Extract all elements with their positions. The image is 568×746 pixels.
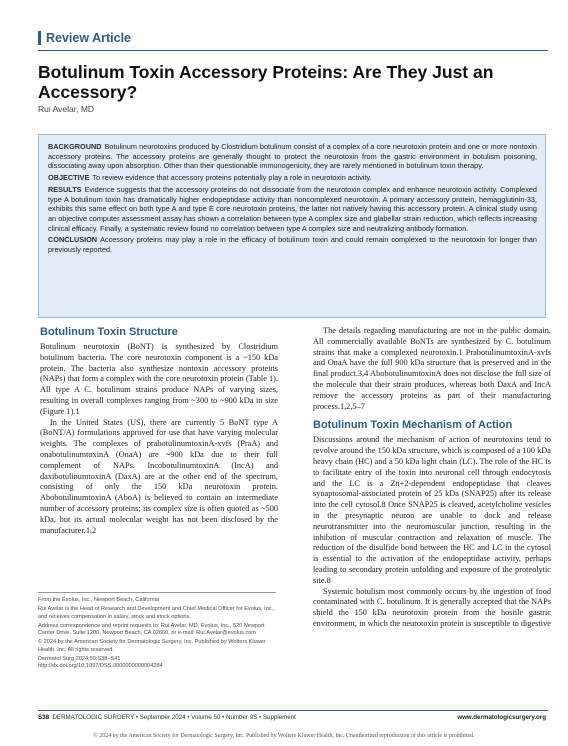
affiliation-line: Address correspondence and reprint requests to: Rui Avelar, MD, Evolus, Inc., 520 Newport Center Drive, Suite 1200, Newport Beach, CA 92660, or e-mail: Rui.Avelar@evolus.com xyxy=(38,622,265,637)
page-number: S38 xyxy=(38,714,50,721)
journal-url-link[interactable]: www.dermatologicsurgery.org xyxy=(457,714,546,721)
abstract-results-text: Evidence suggests that the accessory proteins do not dissociate from the neurotoxin complex and enhance neurotoxin activity. Complexed type A botulinum toxin has dramatically higher endopeptidase activity than noncomplexed neurotoxin. A primary accessory protein, hemagglutinin-33, exhibits this same effect on both type A and type E core neurotoxin proteins, the latter not natively having this accessory protein. A clinical study using an objective computer assessment assay has shown a correlation between type A complex size and glabellar strain reduction, which reflects increasing clinical efficacy. Finally, a systematic review found no correlation between type A complex size and neutralizing antibody formation. xyxy=(48,184,537,233)
copyright-notice: © 2024 by the American Society for Dermatologic Surgery, Inc. Published by Wolters Kluwer Health, Inc. Unauthorized reproduction of this article is prohibited. xyxy=(93,733,475,739)
left-paragraph-2: In the United States (US), there are currently 5 BoNT type A (BoNT/A) formulations approved for use that have varying molecular weights. The complexes of prabotulinumtoxinA-xvfs (PraA) and onabotulinumtoxinA (OnaA) are ~900 kDa due to their full complement of NAPs. IncobotulinumtoxinA (IncA) and daxibotulinumtoxinA (DaxA) are at the other end of the spectrum, consisting of only the 150 kDa neurotoxin protein. AbobotulinumtoxinA (AboA) is believed to contain an intermediate number of accessory proteins; its complex size is often quoted as ~500 kDa, but its actual molecular weight has not been disclosed by the manufacturer.1,2 xyxy=(40,417,278,535)
footer-journal xyxy=(38,714,296,721)
article-title: Botulinum Toxin Accessory Proteins: Are They Just an Accessory? xyxy=(38,62,494,102)
right-paragraph-1: The details regarding manufacturing are not in the public domain. All commercially available BoNTs are synthesized by C. botulinum strains that make a complexed neurotoxin.1 PrabotulinumtoxinA-xvfs and OnaA have the full 900 kDa structure that is preserved and in the final product.3,4 AbobotulinumtoxinA does not disclose the full size of the molecule that their strain produces, whereas both DaxA and IncA remove the accessory proteins as part of their manufacturing process.1,2,5–7 xyxy=(313,326,551,411)
abstract-conclusion xyxy=(48,235,537,254)
abstract-objective xyxy=(48,173,537,183)
section-heading-mechanism: Botulinum Toxin Mechanism of Action xyxy=(313,419,513,432)
affiliation-line: © 2024 by the American Society for Dermatologic Surgery, Inc. Published by Wolters Kluwer Health, Inc. All rights reserved. xyxy=(38,639,266,653)
right-paragraph-2: Discussions around the mechanism of action of neurotoxins tend to revolve around the 150 kDa structure, which is composed of a 100 kDa heavy chain (HC) and a 50 kDa light chain (LC). The role of the HC is to facilitate entry of the toxin into neuronal cell through endocytosis and the LC is a Zn+2-dependent endopeptidase that cleaves synaptosomal-associated protein of 25 kDa (SNAP25) after its release into the cell cytosol.8 Once SNAP25 is cleaved, acetylcholine vesicles in the presynaptic neuron are unable to dock and release neurotransmitter into the neuromuscular junction, resulting in the inhibition of muscular contraction and relaxation of muscle. The reduction of the disulfide bond between the HC and LC in the cytosol is essential to the activation of the endopeptidase activity, perhaps leading to secondary protein unfolding and exposure of the proteolytic site.8 xyxy=(313,435,551,585)
section-heading-structure: Botulinum Toxin Structure xyxy=(40,326,178,338)
affiliation-line: Rui Avelar is the Head of Research and Development and Chief Medical Officer for Evolus, Inc., and receives compensation in salary, stock and stock options. xyxy=(38,606,275,620)
abstract-results xyxy=(48,185,537,234)
affiliation-rule xyxy=(38,592,276,593)
right-column xyxy=(313,326,551,630)
right-paragraph-3: Systemic botulism most commonly occurs by the ingestion of food contaminated with C. botulinum. It is generally accepted that the NAPs shield the 150 kDa neurotoxin protein from the hostile gastric environment, in which the neurotoxin protein is susceptible to digestive xyxy=(313,586,551,628)
left-column xyxy=(40,326,278,536)
abstract-background xyxy=(48,142,537,171)
left-paragraph-1: Botulinum neurotoxin (BoNT) is synthesized by Clostridium botulinum bacteria. The core neurotoxin component is a ~150 kDa protein. The bacteria also synthesize nontoxin accessory proteins (NAPs) that form a complex with the core neurotoxin protein (Table 1). All type A C. botulinum strains produce NAPs of varying sizes, resulting in overall complexes ranging from ~300 to ~900 kDa in size (Figure 1).1 xyxy=(40,342,278,416)
abstract-objective-text: To review evidence that accessory proteins potentially play a role in neurotoxin activity. xyxy=(92,173,372,183)
abstract-box xyxy=(38,134,546,318)
author-line: Rui Avelar, MD xyxy=(38,104,95,114)
header-rule xyxy=(38,50,548,51)
footer-rule xyxy=(38,710,548,711)
abstract-background-heading: BACKGROUND xyxy=(48,142,102,151)
affiliation-line: Dermatol Surg 2024;50:S38–S41 xyxy=(38,656,121,663)
journal-line: DERMATOLOGIC SURGERY • September 2024 • Volume 50 • Number 9S • Supplement xyxy=(52,714,296,721)
affiliation-line: From the Evolus, Inc., Newport Beach, California xyxy=(38,597,159,603)
abstract-background-text: Botulinum neurotoxins produced by Clostridium botulinum consist of a complex of a core neurotoxin protein and one or more nontoxin accessory proteins. The accessory proteins are generally thought to protect the neurotoxin from the gastric environment in botulism poisoning, dissociating away upon absorption. Other than their questionable immunogenicity, they are rarely mentioned in botulinum toxin therapy. xyxy=(48,142,537,171)
abstract-conclusion-text: Accessory proteins may play a role in the efficacy of botulinum toxin and could remain complexed to the neurotoxin for longer than previously reported. xyxy=(48,235,537,255)
doi-link[interactable]: http://dx.doi.org/10.1097/DSS.0000000000004284 xyxy=(38,663,163,670)
section-label: Review Article xyxy=(38,31,131,45)
abstract-conclusion-heading: CONCLUSION xyxy=(48,235,98,245)
abstract-objective-heading: OBJECTIVE xyxy=(48,173,90,183)
affiliation-block xyxy=(38,597,278,673)
abstract-results-heading: RESULTS xyxy=(48,184,82,194)
